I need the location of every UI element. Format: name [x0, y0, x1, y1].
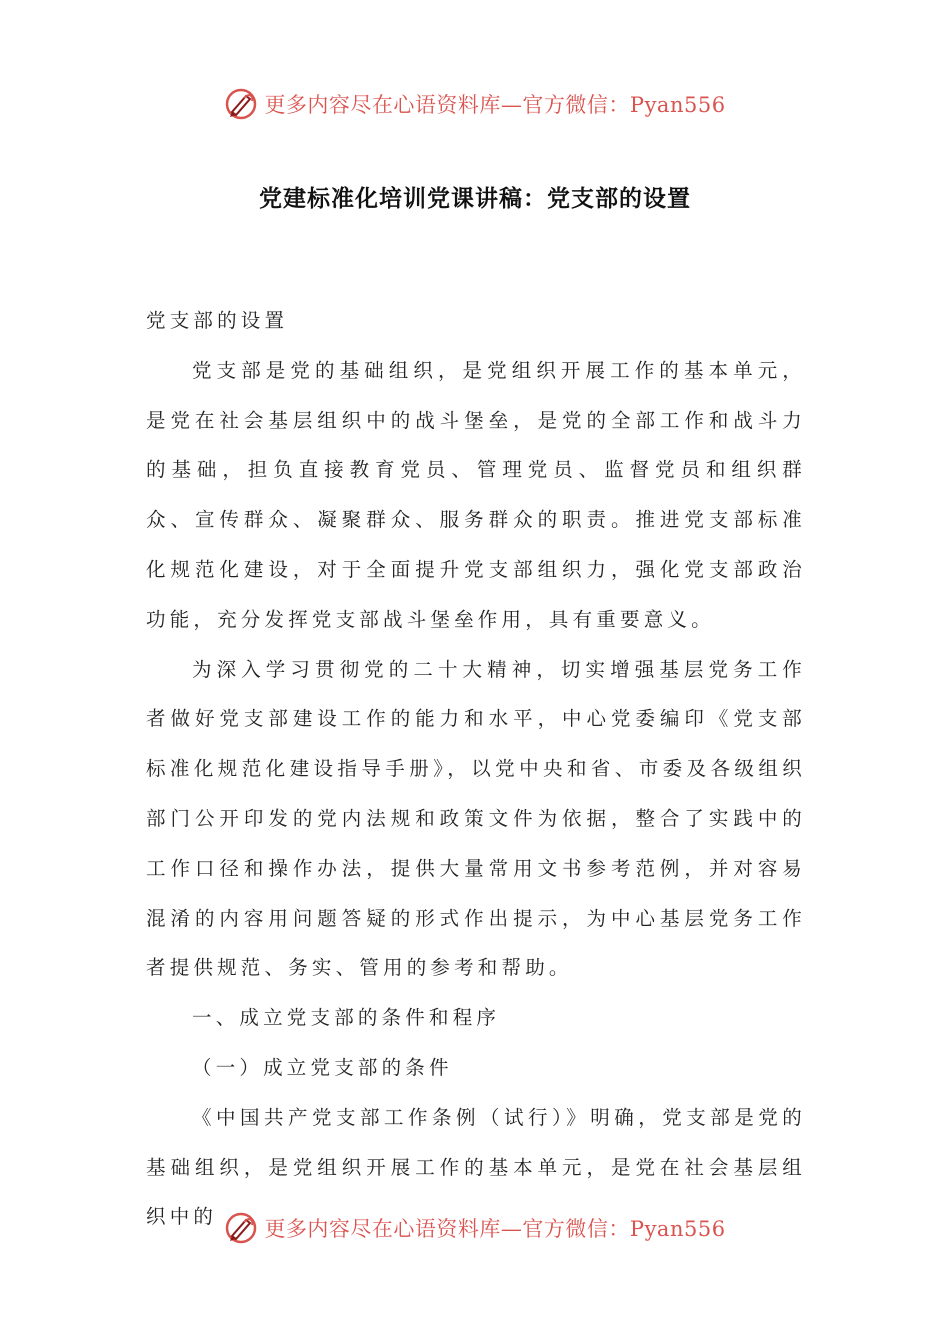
- page-title: 党建标准化培训党课讲稿：党支部的设置: [259, 185, 691, 212]
- section-heading: 一、成立党支部的条件和程序: [192, 1006, 501, 1030]
- paragraph: 为深入学习贯彻党的二十大精神，切实增强基层党务工作者做好党支部建设工作的能力和水平，中心党委编印《党支部标准化规范化建设指导手册》，以党中央和省、市委及各级组织部门公开印发的党内法规和政策文件为依据，整合了实践中的工作口径和操作办法，提供大量常用文书参考范例，并对容易混淆的内容用问题答疑的形式作出提示，为中心基层党务工作者提供规范、务实、管用的参考和帮助。: [146, 657, 806, 980]
- paragraph: 党支部是党的基础组织，是党组织开展工作的基本单元，是党在社会基层组织中的战斗堡垒，是党的全部工作和战斗力的基础，担负直接教育党员、管理党员、监督党员和组织群众、宣传群众、凝聚群众、服务群众的职责。推进党支部标准化规范化建设，对于全面提升党支部组织力，强化党支部政治功能，充分发挥党支部战斗堡垒作用，具有重要意义。: [146, 358, 806, 631]
- watermark-text: 更多内容尽在心语资料库—官方微信：Pyan556: [264, 93, 726, 117]
- watermark-text: 更多内容尽在心语资料库—官方微信：Pyan556: [264, 1217, 726, 1241]
- header-watermark: [0, 84, 950, 124]
- paragraph: 《中国共产党支部工作条例（试行）》明确，党支部是党的基础组织，是党组织开展工作的基本单元，是党在社会基层组织中的: [146, 1105, 806, 1229]
- footer-watermark: [0, 1208, 950, 1248]
- subsection-heading: （一）成立党支部的条件: [192, 1055, 453, 1079]
- paragraph: 党支部的设置: [146, 309, 289, 332]
- pen-logo-icon: [224, 1211, 258, 1245]
- document-body: [146, 296, 806, 1242]
- pen-logo-icon: [224, 87, 258, 121]
